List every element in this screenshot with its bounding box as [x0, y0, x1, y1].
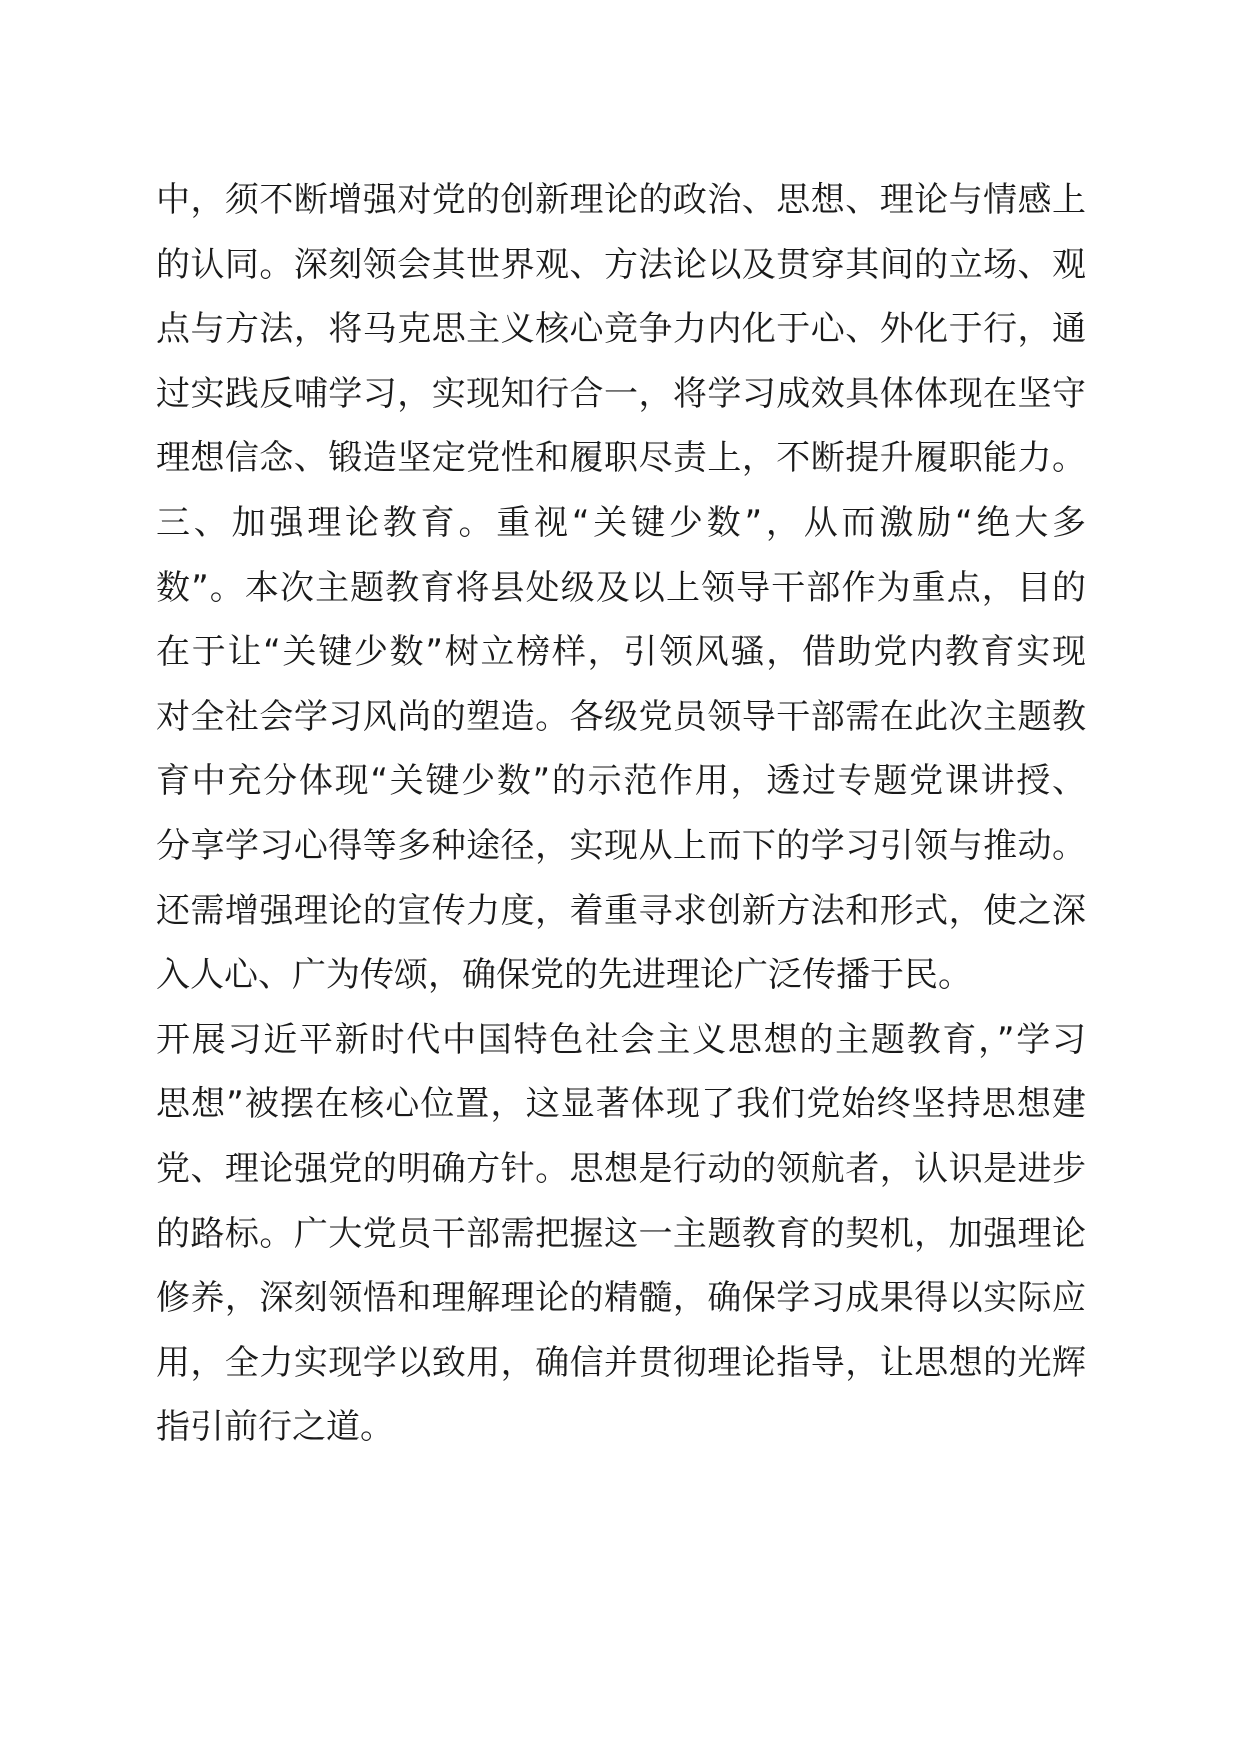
text-line: 修养，深刻领悟和理解理论的精髓，确保学习成果得以实际应 [156, 1278, 1086, 1319]
text-line: 入人心、广为传颂，确保党的先进理论广泛传播于民。 [156, 955, 972, 996]
text-line: 理想信念、锻造坚定党性和履职尽责上，不断提升履职能力。 [156, 438, 1086, 479]
text-line: 过实践反哺学习，实现知行合一，将学习成效具体体现在坚守 [156, 373, 1086, 414]
section-heading-line: 三、加强理论教育。重视“关键少数”，从而激励“绝大多 [156, 502, 1086, 543]
text-line: 育中充分体现“关键少数”的示范作用，透过专题党课讲授、 [156, 761, 1086, 802]
text-line: 指引前行之道。 [156, 1407, 394, 1448]
text-line: 还需增强理论的宣传力度，着重寻求创新方法和形式，使之深 [156, 890, 1086, 931]
text-line: 思想”被摆在核心位置，这显著体现了我们党始终坚持思想建 [156, 1084, 1086, 1125]
text-line: 数”。本次主题教育将县处级及以上领导干部作为重点，目的 [156, 567, 1086, 608]
text-line: 的认同。深刻领会其世界观、方法论以及贯穿其间的立场、观 [156, 244, 1086, 285]
text-line: 点与方法，将马克思主义核心竞争力内化于心、外化于行，通 [156, 309, 1086, 350]
body-text [156, 168, 1086, 1460]
text-line: 的路标。广大党员干部需把握这一主题教育的契机，加强理论 [156, 1213, 1086, 1254]
text-line: 开展习近平新时代中国特色社会主义思想的主题教育，”学习 [156, 1019, 1086, 1060]
text-line: 用，全力实现学以致用，确信并贯彻理论指导，让思想的光辉 [156, 1342, 1086, 1383]
text-line: 对全社会学习风尚的塑造。各级党员领导干部需在此次主题教 [156, 696, 1086, 737]
text-line: 在于让“关键少数”树立榜样，引领风骚，借助党内教育实现 [156, 632, 1086, 673]
text-line: 分享学习心得等多种途径，实现从上而下的学习引领与推动。 [156, 825, 1086, 866]
text-line: 党、理论强党的明确方针。思想是行动的领航者，认识是进步 [156, 1148, 1086, 1189]
text-line: 中，须不断增强对党的创新理论的政治、思想、理论与情感上 [156, 180, 1086, 220]
